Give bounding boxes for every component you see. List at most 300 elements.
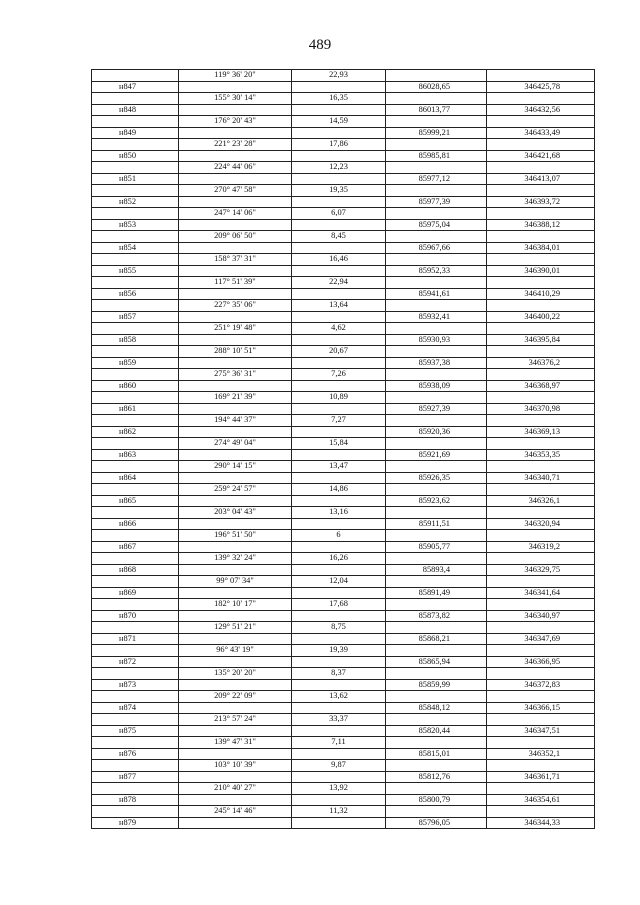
segment-length: 7,26 (292, 369, 386, 381)
point-row (92, 403, 595, 415)
distance-cell (292, 288, 386, 300)
segment-row (92, 783, 595, 795)
y-coordinate: 346361,71 (487, 771, 595, 783)
point-row (92, 610, 595, 622)
segment-length: 33,37 (292, 714, 386, 726)
point-cell (92, 369, 179, 381)
y-cell (487, 645, 595, 657)
segment-length: 13,47 (292, 461, 386, 473)
x-coordinate: 85985,81 (386, 150, 487, 162)
y-cell (487, 369, 595, 381)
angle-cell (179, 403, 292, 415)
x-coordinate: 85920,36 (386, 426, 487, 438)
y-coordinate: 346352,1 (487, 748, 595, 760)
point-label: н847 (92, 81, 179, 93)
segment-length: 19,39 (292, 645, 386, 657)
segment-row (92, 507, 595, 519)
point-label: н859 (92, 357, 179, 369)
x-coordinate: 85977,12 (386, 173, 487, 185)
segment-row (92, 645, 595, 657)
x-cell (386, 323, 487, 335)
angle-cell (179, 472, 292, 484)
point-cell (92, 507, 179, 519)
x-cell (386, 208, 487, 220)
x-coordinate: 85812,76 (386, 771, 487, 783)
point-label: н851 (92, 173, 179, 185)
segment-row (92, 139, 595, 151)
point-cell (92, 622, 179, 634)
distance-cell (292, 449, 386, 461)
y-cell (487, 530, 595, 542)
angle-cell (179, 380, 292, 392)
direction-angle: 135° 20' 20" (179, 668, 292, 680)
direction-angle: 139° 47' 31" (179, 737, 292, 749)
point-row (92, 587, 595, 599)
point-row (92, 380, 595, 392)
point-cell (92, 438, 179, 450)
x-coordinate: 85815,01 (386, 748, 487, 760)
point-cell (92, 461, 179, 473)
point-cell (92, 392, 179, 404)
point-cell (92, 760, 179, 772)
segment-row (92, 415, 595, 427)
segment-row (92, 93, 595, 105)
y-coordinate: 346421,68 (487, 150, 595, 162)
segment-length: 10,89 (292, 392, 386, 404)
y-cell (487, 691, 595, 703)
y-coordinate: 346366,95 (487, 656, 595, 668)
point-row (92, 656, 595, 668)
x-cell (386, 691, 487, 703)
point-cell (92, 116, 179, 128)
direction-angle: 169° 21' 39" (179, 392, 292, 404)
direction-angle: 139° 32' 24" (179, 553, 292, 565)
point-cell (92, 185, 179, 197)
x-coordinate: 85926,35 (386, 472, 487, 484)
direction-angle: 155° 30' 14" (179, 93, 292, 105)
point-row (92, 702, 595, 714)
x-coordinate: 85868,21 (386, 633, 487, 645)
segment-length: 17,86 (292, 139, 386, 151)
segment-length: 7,11 (292, 737, 386, 749)
y-cell (487, 484, 595, 496)
angle-cell (179, 702, 292, 714)
segment-row (92, 599, 595, 611)
angle-cell (179, 219, 292, 231)
angle-cell (179, 150, 292, 162)
point-row (92, 449, 595, 461)
point-cell (92, 208, 179, 220)
distance-cell (292, 656, 386, 668)
y-coordinate: 346395,84 (487, 334, 595, 346)
x-cell (386, 760, 487, 772)
point-label: н876 (92, 748, 179, 760)
y-cell (487, 461, 595, 473)
point-row (92, 771, 595, 783)
angle-cell (179, 656, 292, 668)
point-label: н853 (92, 219, 179, 231)
segment-length: 7,27 (292, 415, 386, 427)
y-coordinate: 346319,2 (487, 541, 595, 553)
y-coordinate: 346340,97 (487, 610, 595, 622)
x-coordinate: 85873,82 (386, 610, 487, 622)
y-coordinate: 346370,98 (487, 403, 595, 415)
x-coordinate: 85975,04 (386, 219, 487, 231)
x-coordinate: 85977,39 (386, 196, 487, 208)
point-cell (92, 93, 179, 105)
direction-angle: 270° 47' 58" (179, 185, 292, 197)
segment-row (92, 369, 595, 381)
segment-length: 13,16 (292, 507, 386, 519)
point-label: н862 (92, 426, 179, 438)
segment-length: 14,59 (292, 116, 386, 128)
segment-length: 6,07 (292, 208, 386, 220)
y-cell (487, 507, 595, 519)
x-coordinate: 85952,33 (386, 265, 487, 277)
x-coordinate: 85820,44 (386, 725, 487, 737)
point-row (92, 725, 595, 737)
angle-cell (179, 288, 292, 300)
point-row (92, 104, 595, 116)
distance-cell (292, 541, 386, 553)
point-label: н872 (92, 656, 179, 668)
point-row (92, 426, 595, 438)
angle-cell (179, 265, 292, 277)
point-row (92, 196, 595, 208)
y-coordinate: 346432,56 (487, 104, 595, 116)
direction-angle: 224° 44' 06" (179, 162, 292, 174)
point-row (92, 357, 595, 369)
point-cell (92, 783, 179, 795)
segment-length: 9,87 (292, 760, 386, 772)
y-cell (487, 93, 595, 105)
direction-angle: 117° 51' 39" (179, 277, 292, 289)
y-coordinate: 346410,29 (487, 288, 595, 300)
x-coordinate: 85905,77 (386, 541, 487, 553)
y-coordinate: 346372,83 (487, 679, 595, 691)
segment-row (92, 737, 595, 749)
distance-cell (292, 357, 386, 369)
angle-cell (179, 495, 292, 507)
point-label: н852 (92, 196, 179, 208)
direction-angle: 209° 06' 50" (179, 231, 292, 243)
point-cell (92, 254, 179, 266)
direction-angle: 194° 44' 37" (179, 415, 292, 427)
x-coordinate: 85848,12 (386, 702, 487, 714)
direction-angle: 103° 10' 39" (179, 760, 292, 772)
y-cell (487, 714, 595, 726)
y-cell (487, 231, 595, 243)
x-coordinate: 85937,38 (386, 357, 487, 369)
point-label: н871 (92, 633, 179, 645)
segment-row (92, 484, 595, 496)
point-cell (92, 576, 179, 588)
segment-length: 8,75 (292, 622, 386, 634)
x-coordinate: 85891,49 (386, 587, 487, 599)
y-cell (487, 806, 595, 818)
point-label: н866 (92, 518, 179, 530)
point-cell (92, 737, 179, 749)
x-cell (386, 576, 487, 588)
distance-cell (292, 610, 386, 622)
x-coordinate: 85911,51 (386, 518, 487, 530)
distance-cell (292, 81, 386, 93)
point-row (92, 564, 595, 576)
x-cell (386, 277, 487, 289)
segment-row (92, 208, 595, 220)
x-cell (386, 254, 487, 266)
y-cell (487, 323, 595, 335)
point-label: н869 (92, 587, 179, 599)
angle-cell (179, 104, 292, 116)
direction-angle: 203° 04' 43" (179, 507, 292, 519)
x-coordinate: 85967,66 (386, 242, 487, 254)
point-label: н865 (92, 495, 179, 507)
direction-angle: 245° 14' 46" (179, 806, 292, 818)
angle-cell (179, 173, 292, 185)
distance-cell (292, 817, 386, 829)
y-coordinate: 346341,64 (487, 587, 595, 599)
point-cell (92, 553, 179, 565)
x-cell (386, 806, 487, 818)
point-cell (92, 714, 179, 726)
distance-cell (292, 771, 386, 783)
y-coordinate: 346384,01 (487, 242, 595, 254)
x-cell (386, 346, 487, 358)
x-cell (386, 369, 487, 381)
point-label: н874 (92, 702, 179, 714)
point-cell (92, 162, 179, 174)
point-cell (92, 300, 179, 312)
x-cell (386, 185, 487, 197)
segment-length: 13,92 (292, 783, 386, 795)
direction-angle: 210° 40' 27" (179, 783, 292, 795)
angle-cell (179, 725, 292, 737)
distance-cell (292, 311, 386, 323)
direction-angle: 221° 23' 28" (179, 139, 292, 151)
distance-cell (292, 518, 386, 530)
x-cell (386, 415, 487, 427)
distance-cell (292, 564, 386, 576)
point-row (92, 679, 595, 691)
segment-length: 8,37 (292, 668, 386, 680)
point-cell (92, 806, 179, 818)
y-coordinate: 346354,61 (487, 794, 595, 806)
segment-row (92, 806, 595, 818)
x-cell (386, 668, 487, 680)
y-cell (487, 576, 595, 588)
distance-cell (292, 219, 386, 231)
point-row (92, 633, 595, 645)
x-cell (386, 116, 487, 128)
point-cell (92, 645, 179, 657)
angle-cell (179, 196, 292, 208)
point-label: н877 (92, 771, 179, 783)
y-cell (487, 208, 595, 220)
y-cell (487, 392, 595, 404)
distance-cell (292, 334, 386, 346)
angle-cell (179, 794, 292, 806)
distance-cell (292, 679, 386, 691)
point-label: н870 (92, 610, 179, 622)
y-cell (487, 162, 595, 174)
x-coordinate: 85865,94 (386, 656, 487, 668)
angle-cell (179, 127, 292, 139)
y-coordinate: 346368,97 (487, 380, 595, 392)
x-cell (386, 70, 487, 82)
y-coordinate: 346366,15 (487, 702, 595, 714)
point-cell (92, 484, 179, 496)
segment-length: 17,68 (292, 599, 386, 611)
angle-cell (179, 817, 292, 829)
y-cell (487, 139, 595, 151)
direction-angle: 288° 10' 51" (179, 346, 292, 358)
segment-row (92, 714, 595, 726)
point-label: н855 (92, 265, 179, 277)
y-coordinate: 346329,75 (487, 564, 595, 576)
distance-cell (292, 242, 386, 254)
distance-cell (292, 403, 386, 415)
segment-length: 16,35 (292, 93, 386, 105)
y-coordinate: 346400,22 (487, 311, 595, 323)
point-cell (92, 139, 179, 151)
point-row (92, 334, 595, 346)
x-coordinate: 85800,79 (386, 794, 487, 806)
x-coordinate: 85796,05 (386, 817, 487, 829)
angle-cell (179, 541, 292, 553)
y-cell (487, 185, 595, 197)
y-cell (487, 599, 595, 611)
segment-length: 13,62 (292, 691, 386, 703)
segment-row (92, 231, 595, 243)
segment-length: 15,84 (292, 438, 386, 450)
angle-cell (179, 334, 292, 346)
direction-angle: 259° 24' 57" (179, 484, 292, 496)
point-cell (92, 231, 179, 243)
y-cell (487, 737, 595, 749)
point-row (92, 288, 595, 300)
x-cell (386, 300, 487, 312)
x-cell (386, 461, 487, 473)
point-label: н857 (92, 311, 179, 323)
angle-cell (179, 771, 292, 783)
y-coordinate: 346369,13 (487, 426, 595, 438)
segment-row (92, 323, 595, 335)
x-cell (386, 438, 487, 450)
segment-length: 8,45 (292, 231, 386, 243)
x-cell (386, 737, 487, 749)
point-row (92, 794, 595, 806)
x-cell (386, 231, 487, 243)
distance-cell: 22,93 (292, 70, 386, 82)
x-cell (386, 93, 487, 105)
point-row (92, 541, 595, 553)
y-cell (487, 783, 595, 795)
point-row (92, 219, 595, 231)
point-cell (92, 691, 179, 703)
direction-angle: 176° 20' 43" (179, 116, 292, 128)
point-label: н854 (92, 242, 179, 254)
point-row (92, 311, 595, 323)
y-coordinate: 346433,49 (487, 127, 595, 139)
segment-row (92, 760, 595, 772)
segment-row (92, 622, 595, 634)
segment-length: 4,62 (292, 323, 386, 335)
y-coordinate: 346326,1 (487, 495, 595, 507)
x-cell (386, 553, 487, 565)
distance-cell (292, 127, 386, 139)
y-coordinate: 346344,33 (487, 817, 595, 829)
direction-angle: 209° 22' 09" (179, 691, 292, 703)
point-cell (92, 346, 179, 358)
point-cell (92, 599, 179, 611)
x-cell (386, 530, 487, 542)
angle-cell (179, 81, 292, 93)
angle-cell (179, 449, 292, 461)
segment-length: 13,64 (292, 300, 386, 312)
point-cell (92, 277, 179, 289)
point-label: н868 (92, 564, 179, 576)
x-cell (386, 622, 487, 634)
point-label: н867 (92, 541, 179, 553)
distance-cell (292, 794, 386, 806)
y-cell (487, 760, 595, 772)
distance-cell (292, 196, 386, 208)
direction-angle: 96° 43' 19" (179, 645, 292, 657)
point-label: н856 (92, 288, 179, 300)
segment-row (92, 254, 595, 266)
angle-cell (179, 610, 292, 622)
segment-row (92, 461, 595, 473)
point-label: н848 (92, 104, 179, 116)
point-row (92, 242, 595, 254)
point-cell (92, 323, 179, 335)
x-coordinate: 85859,99 (386, 679, 487, 691)
angle-cell (179, 679, 292, 691)
point-row (92, 173, 595, 185)
point-row (92, 495, 595, 507)
y-cell (487, 553, 595, 565)
segment-row (92, 553, 595, 565)
x-cell (386, 714, 487, 726)
x-coordinate: 85930,93 (386, 334, 487, 346)
point-row (92, 81, 595, 93)
y-cell (487, 438, 595, 450)
segment-row (92, 691, 595, 703)
x-cell (386, 139, 487, 151)
point-label: н850 (92, 150, 179, 162)
x-cell (386, 599, 487, 611)
direction-angle: 274° 49' 04" (179, 438, 292, 450)
x-coordinate: 85999,21 (386, 127, 487, 139)
segment-length: 16,46 (292, 254, 386, 266)
distance-cell (292, 495, 386, 507)
segment-row (92, 576, 595, 588)
x-cell (386, 392, 487, 404)
direction-angle: 275° 36' 31" (179, 369, 292, 381)
y-coordinate: 346320,94 (487, 518, 595, 530)
point-cell (92, 668, 179, 680)
distance-cell (292, 265, 386, 277)
segment-row (92, 346, 595, 358)
direction-angle: 213° 57' 24" (179, 714, 292, 726)
angle-cell (179, 518, 292, 530)
segment-row (92, 185, 595, 197)
x-coordinate: 85941,61 (386, 288, 487, 300)
distance-cell (292, 748, 386, 760)
point-row (92, 748, 595, 760)
y-coordinate: 346425,78 (487, 81, 595, 93)
